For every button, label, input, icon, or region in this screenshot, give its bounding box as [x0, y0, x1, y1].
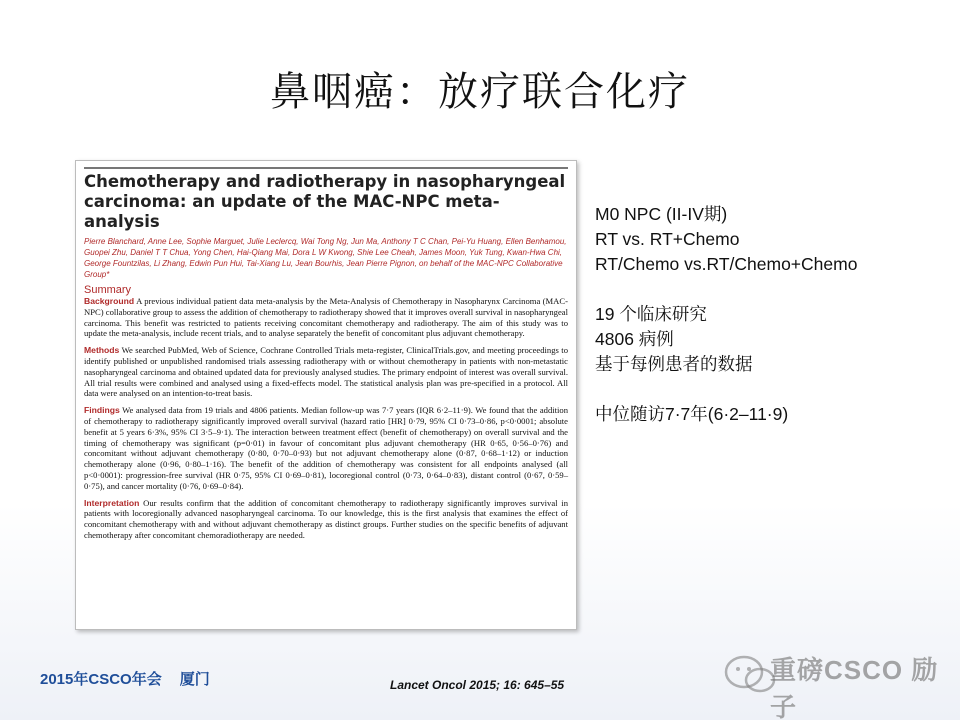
- slide-title: 鼻咽癌：放疗联合化疗: [270, 69, 690, 115]
- info-comparison-1: RT vs. RT+Chemo: [595, 229, 740, 249]
- conference-name: 2015年CSCO年会: [40, 671, 162, 688]
- paper-excerpt: [75, 160, 577, 630]
- findings-label: Findings: [84, 405, 120, 416]
- interpretation-label: Interpretation: [84, 497, 140, 508]
- methods-label: Methods: [84, 345, 120, 356]
- info-followup: 中位随访7·7年(6·2–11·9): [595, 404, 789, 424]
- findings-text: We analysed data from 19 trials and 4806 patients. Median follow-up was 7·7 years (IQR 6·2–11·9). We found that the addition of chemotherapy to radiotherapy significantly improved overall survival (hazard ratio [HR] 0·79, 95% CI 0·73–0·86, p<0·0001; absolute benefit at 5 years 6·3%, 95% CI 3·5–9·1). The interaction between treatment effect (benefit of chemotherapy) on overall survival and the timing of chemotherapy was significant (p=0·01) in favour of concomitant plus adjuvant chemotherapy (HR 0·65, 0·56–0·76) and concomitant without adjuvant chemotherapy (0·80, 0·70–0·93) but not adjuvant chemotherapy alone (0·87, 0·68–1·12) or induction chemotherapy alone (0·96, 0·80–1·16). The benefit of the addition of chemotherapy was consistent for all endpoints analysed (all p<0·0001): progression-free survival (HR 0·75, 95% CI 0·69–0·81), locoregional control (0·73, 0·64–0·83), distant control (0·67, 0·59–0·75), and cancer mortality (0·76, 0·69–0·84).: [84, 405, 568, 491]
- info-ipd: 基于每例患者的数据: [595, 354, 753, 374]
- background-label: Background: [84, 296, 135, 306]
- interpretation-text: Our results confirm that the addition of concomitant chemotherapy to radiotherapy significantly improves survival in patients with locoregionally advanced nasopharyngeal carcinoma. To our knowledge, this is the first analysis that examines the effect of concomitant chemotherapy with and without adjuvant chemotherapy as distinct groups. Further studies on the specific benefits of adjuvant chemotherapy after concomitant chemoradiotherapy are needed.: [84, 497, 568, 540]
- background-paragraph: [84, 296, 568, 339]
- info-patients: 4806 病例: [595, 329, 674, 349]
- watermark-text: 重磅CSCO 励子: [770, 655, 939, 722]
- paper-authors: Pierre Blanchard, Anne Lee, Sophie Marguet, Julie Leclercq, Wai Tong Ng, Jun Ma, Anthony T C Chan, Pei-Yu Huang, Ellen Benhamou, Guopei Zhu, Daniel T T Chua, Yong Chen, Hai-Qiang Mai, Dora L W Kwong, Shie Lee Cheah, James Moon, Yuk Tung, Kwan-Hwa Chi, George Fountzilas, Li Zhang, Edwin Pun Hui, Tai-Xiang Lu, Jean Bourhis, Jean Pierre Pignon, on behalf of the MAC-NPC Collaborative Group*: [84, 237, 567, 279]
- study-info: [595, 202, 940, 427]
- summary-heading: Summary: [84, 284, 132, 296]
- conference-footer: [40, 668, 210, 689]
- journal-citation: Lancet Oncol 2015; 16: 645–55: [390, 678, 565, 692]
- methods-text: We searched PubMed, Web of Science, Cochrane Controlled Trials meta-register, ClinicalTrials.gov, and meeting proceedings to identify published or unpublished randomised trials assessing radiotherapy with or without chemotherapy in patients with non-metastatic nasopharyngeal carcinoma and obtained updated data for previously analysed studies. The primary endpoint of interest was overall survival. All trial results were combined and analysed using a fixed-effects model. The statistical analysis plan was pre-specified in a protocol. All data were analysed on an intention-to-treat basis.: [84, 345, 568, 399]
- info-trials: 19 个临床研究: [595, 304, 707, 324]
- info-comparison-2: RT/Chemo vs.RT/Chemo+Chemo: [595, 254, 858, 274]
- methods-paragraph: [84, 345, 568, 399]
- findings-paragraph: [84, 405, 568, 491]
- info-spacer: [595, 277, 940, 302]
- paper-title: Chemotherapy and radiotherapy in nasopharyngeal carcinoma: an update of the MAC-NPC meta-analysis: [84, 167, 568, 232]
- info-population: M0 NPC (II-IV期): [595, 204, 728, 224]
- background-text: A previous individual patient data meta-analysis by the Meta-Analysis of Chemotherapy in Nasopharynx Carcinoma (MAC-NPC) collaborative group to assess the addition of chemotherapy to radiotherapy showed that it improves overall survival in nasopharyngeal carcinoma. This benefit was restricted to patients receiving concomitant chemotherapy and radiotherapy. The aim of this study was to update the meta-analysis, include recent trials, and to analyse separately the benefit of concomitant plus adjuvant chemotherapy.: [84, 296, 568, 339]
- conference-city: 厦门: [179, 671, 210, 688]
- interpretation-paragraph: [84, 498, 568, 541]
- info-spacer-2: [595, 377, 940, 402]
